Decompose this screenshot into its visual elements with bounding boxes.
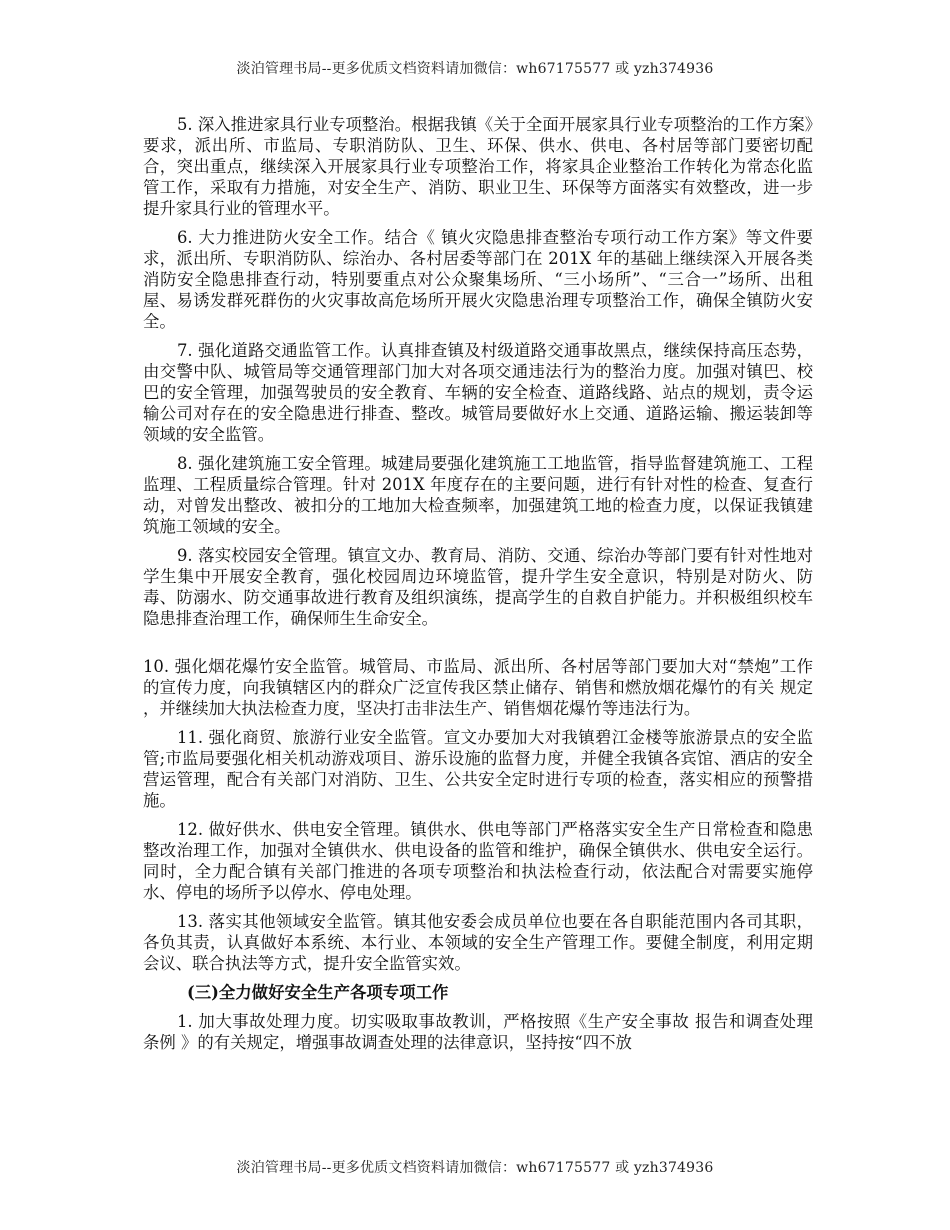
paragraph-13: 13. 落实其他领域安全监管。镇其他安委会成员单位也要在各自职能范围内各司其职，各负其责，认真做好本系统、本行业、本领域的安全生产管理工作。要健全制度，利用定期会议、联合执法等方式，提升安全监管实效。 xyxy=(143,912,813,973)
paragraph-12: 12. 做好供水、供电安全管理。镇供水、供电等部门严格落实安全生产日常检查和隐患整改治理工作，加强对全镇供水、供电设备的监管和维护，确保全镇供水、供电安全运行。同时，全力配合镇有关部门推进的各项专项整治和执法检查行动，依法配合对需要实施停水、停电的场所予以停水、停电处理。 xyxy=(143,820,813,902)
paragraph-8: 8. 强化建筑施工安全管理。城建局要强化建筑施工工地监管，指导监督建筑施工、工程监理、工程质量综合管理。针对 201X 年度存在的主要问题，进行有针对性的检查、复查行动，对曾发出整改、被扣分的工地加大检查频率，加强建筑工地的检查力度，以保证我镇建筑施工领域的安全。 xyxy=(143,454,813,536)
paragraph-5: 5. 深入推进家具行业专项整治。根据我镇《关于全面开展家具行业专项整治的工作方案》要求，派出所、市监局、专职消防队、卫生、环保、供水、供电、各村居等部门要密切配合，突出重点，继续深入开展家具行业专项整治工作，将家具企业整治工作转化为常态化监管工作，采取有力措施，对安全生产、消防、职业卫生、环保等方面落实有效整改，进一步提升家具行业的管理水平。 xyxy=(143,115,813,218)
section-3-paragraph-1: 1. 加大事故处理力度。切实吸取事故教训，严格按照《生产安全事故 报告和调查处理 条例 》的有关规定，增强事故调查处理的法律意识，坚持按“四不放 xyxy=(143,1012,813,1052)
page-footer: 淡泊管理书局--更多优质文档资料请加微信：wh67175577 或 yzh374936 xyxy=(236,1160,714,1176)
paragraph-10: 10. 强化烟花爆竹安全监管。城管局、市监局、派出所、各村居等部门要加大对“禁炮”工作的宣传力度，向我镇辖区内的群众广泛宣传我区禁止储存、销售和燃放烟花爆竹的有关 规定 ，并继续加大执法检查力度，坚决打击非法生产、销售烟花爆竹等违法行为。 xyxy=(143,657,813,718)
paragraph-9: 9. 落实校园安全管理。镇宣文办、教育局、消防、交通、综治办等部门要有针对性地对学生集中开展安全教育，强化校园周边环境监管，提升学生安全意识，特别是对防火、防毒、防溺水、防交通事故进行教育及组织演练，提高学生的自救自护能力。并积极组织校车隐患排查治理工作，确保师生生命安全。 xyxy=(143,546,813,628)
page-header: 淡泊管理书局--更多优质文档资料请加微信：wh67175577 或 yzh374936 xyxy=(236,61,714,77)
paragraph-7: 7. 强化道路交通监管工作。认真排查镇及村级道路交通事故黑点，继续保持高压态势，由交警中队、城管局等交通管理部门加大对各项交通违法行为的整治力度。加强对镇巴、校巴的安全管理，加强驾驶员的安全教育、车辆的安全检查、道路线路、站点的规划，责令运输公司对存在的安全隐患进行排查、整改。城管局要做好水上交通、道路运输、搬运装卸等领域的安全监管。 xyxy=(143,341,813,444)
document-body xyxy=(143,114,813,1061)
section-heading-3: (三)全力做好安全生产各项专项工作 xyxy=(187,983,449,1002)
paragraph-6: 6. 大力推进防火安全工作。结合《 镇火灾隐患排查整治专项行动工作方案》等文件要求，派出所、专职消防队、综治办、各村居委等部门在 201X 年的基础上继续深入开展各类消防安全隐患排查行动，特别要重点对公众聚集场所、“三小场所”、“三合一”场所、出租屋、易诱发群死群伤的火灾事故高危场所开展火灾隐患治理专项整治工作，确保全镇防火安全。 xyxy=(143,228,813,331)
paragraph-gap xyxy=(143,637,813,656)
paragraph-11: 11. 强化商贸、旅游行业安全监管。宣文办要加大对我镇碧江金楼等旅游景点的安全监管;市监局要强化相关机动游戏项目、游乐设施的监督力度，并健全我镇各宾馆、酒店的安全营运管理，配合有关部门对消防、卫生、公共安全定时进行专项的检查，落实相应的预警措施。 xyxy=(143,728,813,810)
